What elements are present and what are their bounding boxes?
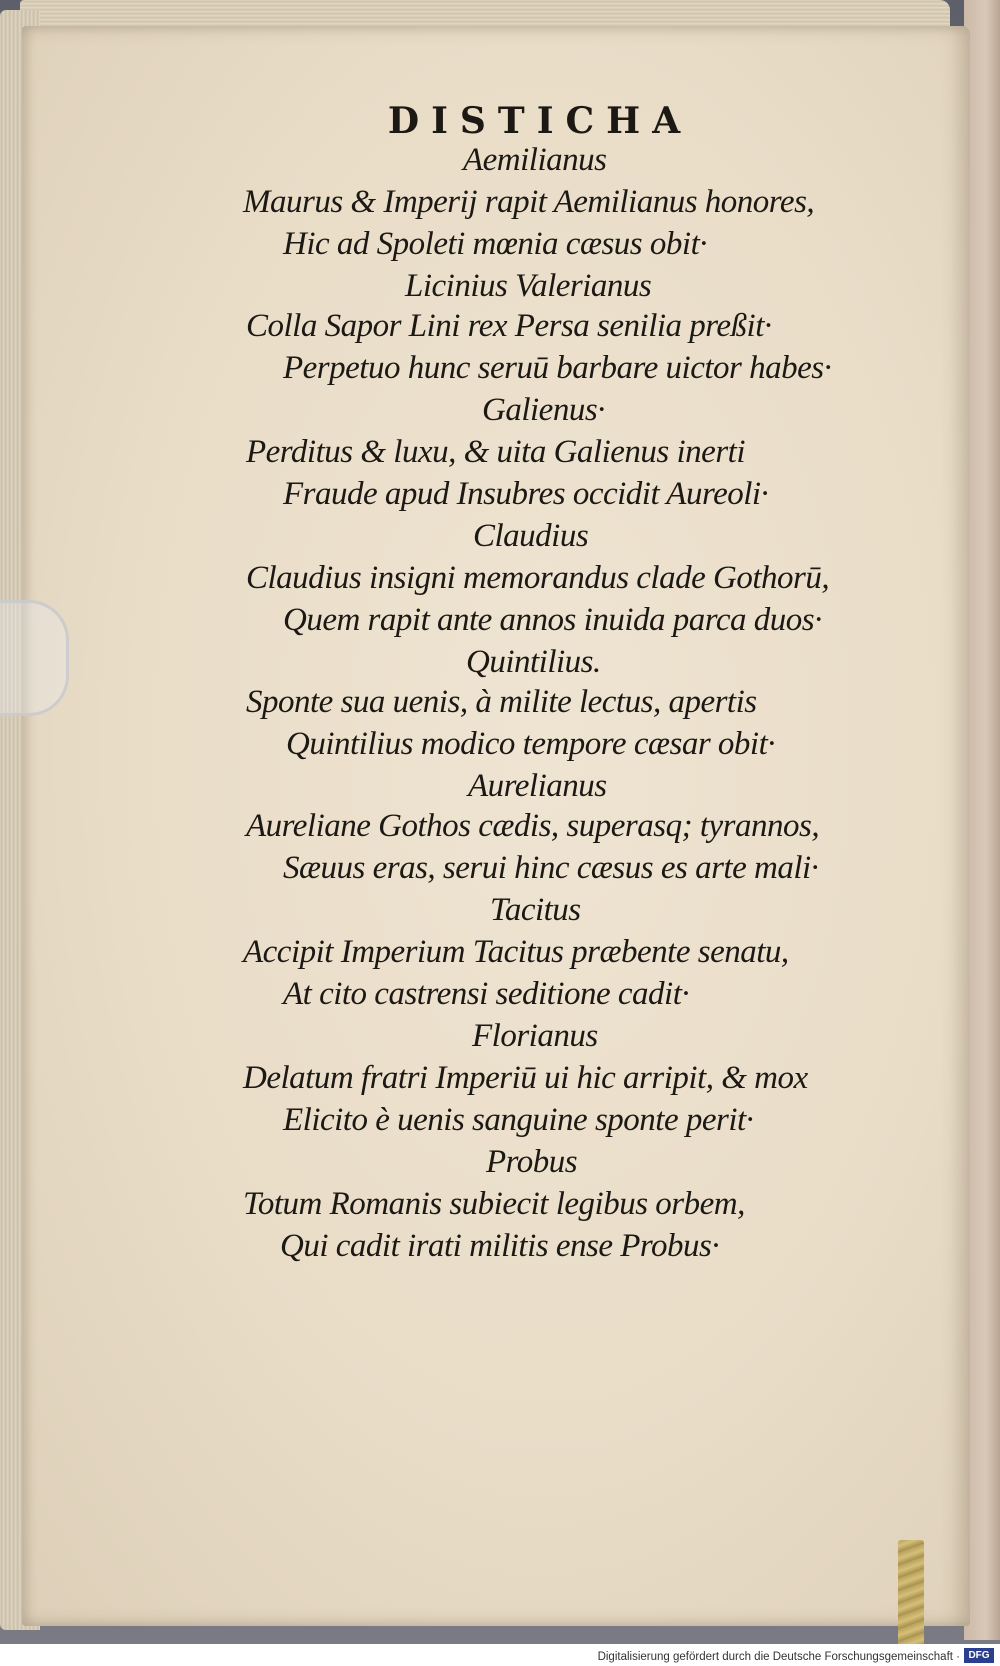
verse-line: Delatum fratri Imperiū ui hic arripit, & mox	[243, 1060, 808, 1096]
verse-line: Quintilius modico tempore cæsar obit·	[286, 726, 776, 762]
verse-line: Maurus & Imperij rapit Aemilianus honores,	[243, 184, 815, 220]
verse-line: Qui cadit irati militis ense Probus·	[280, 1228, 720, 1264]
bookmark-ribbon	[898, 1540, 924, 1650]
verse-line: Perpetuo hunc seruū barbare uictor habes·	[283, 350, 832, 386]
verse-line: Totum Romanis subiecit legibus orbem,	[243, 1186, 745, 1222]
entry-heading: Claudius	[473, 518, 589, 554]
entry-heading: Probus	[486, 1144, 578, 1180]
page-clip	[0, 600, 69, 716]
entry-heading: Florianus	[472, 1018, 598, 1054]
verse-line: Hic ad Spoleti mœnia cæsus obit·	[283, 226, 707, 262]
verse-line: Accipit Imperium Tacitus præbente senatu,	[243, 934, 789, 970]
verse-line: Fraude apud Insubres occidit Aureoli·	[283, 476, 769, 512]
entry-heading: Licinius Valerianus	[405, 268, 652, 304]
verse-line: Claudius insigni memorandus clade Gothorū,	[246, 560, 830, 596]
entry-heading: Aurelianus	[468, 768, 607, 804]
verse-line: Perditus & luxu, & uita Galienus inerti	[246, 434, 745, 470]
footer-credit: Digitalisierung gefördert durch die Deutsche Forschungsgemeinschaft ·	[597, 1651, 960, 1663]
verse-line: Colla Sapor Lini rex Persa senilia preßit·	[246, 308, 772, 344]
running-head: DISTICHA	[387, 100, 693, 142]
verse-line: Elicito è uenis sanguine sponte perit·	[283, 1102, 754, 1138]
entry-heading: Galienus·	[482, 392, 605, 428]
verse-line: Aureliane Gothos cædis, superasq; tyrannos,	[246, 808, 820, 844]
dfg-logo: DFG	[964, 1648, 994, 1663]
entry-heading: Aemilianus	[463, 142, 607, 178]
verse-line: Quem rapit ante annos inuida parca duos·	[283, 602, 822, 638]
verse-line: Sponte sua uenis, à milite lectus, apertis	[246, 684, 757, 720]
verse-line: Sæuus eras, serui hinc cæsus es arte mali·	[283, 850, 819, 886]
entry-heading: Quintilius.	[466, 644, 601, 680]
footer-bar	[0, 1644, 1000, 1666]
verse-line: At cito castrensi seditione cadit·	[283, 976, 690, 1012]
entry-heading: Tacitus	[490, 892, 581, 928]
